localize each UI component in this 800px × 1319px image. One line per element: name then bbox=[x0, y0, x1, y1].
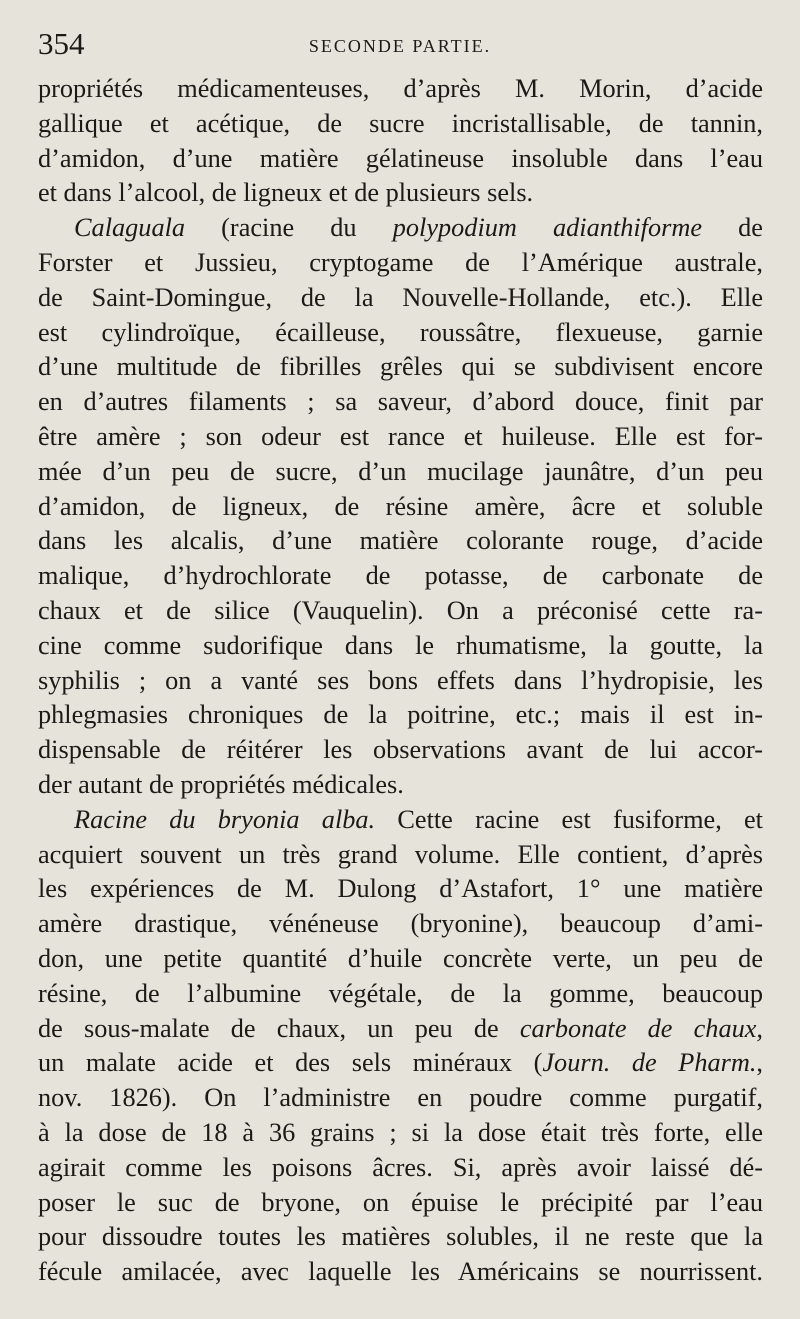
text-segment: amère drastique, vénéneuse (bryonine), beaucoup d’ami- bbox=[38, 909, 763, 939]
running-head: SECONDE PARTIE. bbox=[308, 36, 492, 56]
text-line bbox=[38, 455, 763, 490]
text-segment: agirait comme les poisons âcres. Si, après avoir laissé dé- bbox=[38, 1152, 763, 1182]
text-line bbox=[38, 559, 763, 594]
text-segment: Cette racine est fusiforme, et bbox=[375, 804, 763, 834]
text-segment: en d’autres filaments ; sa saveur, d’abord douce, finit par bbox=[38, 387, 763, 417]
text-line bbox=[38, 1186, 763, 1221]
text-line bbox=[38, 420, 763, 455]
text-segment: pour dissoudre toutes les matières solubles, il ne reste que la bbox=[38, 1222, 763, 1252]
text-line bbox=[38, 1255, 763, 1290]
text-line bbox=[38, 664, 763, 699]
text-segment: Forster et Jussieu, cryptogame de l’Amérique australe, bbox=[38, 247, 763, 277]
text-segment: mée d’un peu de sucre, d’un mucilage jaunâtre, d’un peu bbox=[38, 456, 763, 486]
text-line bbox=[38, 490, 763, 525]
text-segment: fécule amilacée, avec laquelle les Américains se nourrissent. bbox=[38, 1257, 763, 1287]
text-segment: cine comme sudorifique dans le rhumatisme, la goutte, la bbox=[38, 630, 763, 660]
text-line bbox=[38, 1081, 763, 1116]
text-line bbox=[38, 594, 763, 629]
text-line bbox=[38, 1116, 763, 1151]
text-line bbox=[38, 698, 763, 733]
text-line bbox=[38, 246, 763, 281]
text-segment: les expériences de M. Dulong d’Astafort, 1° une matière bbox=[38, 874, 763, 904]
text-line bbox=[38, 72, 763, 107]
text-segment: der autant de propriétés médicales. bbox=[38, 769, 404, 799]
italic-text-segment: carbonate de chaux, bbox=[519, 1013, 763, 1043]
text-line bbox=[38, 907, 763, 942]
text-line bbox=[38, 838, 763, 873]
text-line bbox=[38, 142, 763, 177]
text-line bbox=[38, 316, 763, 351]
body-text bbox=[38, 72, 763, 1290]
text-segment: phlegmasies chroniques de la poitrine, etc.; mais il est in- bbox=[38, 700, 763, 730]
text-line bbox=[38, 803, 763, 838]
text-line bbox=[38, 629, 763, 664]
text-line bbox=[38, 281, 763, 316]
text-segment: syphilis ; on a vanté ses bons effets dans l’hydropisie, les bbox=[38, 665, 763, 695]
text-segment: résine, de l’albumine végétale, de la gomme, beaucoup bbox=[38, 978, 763, 1008]
text-segment: , bbox=[756, 1048, 763, 1078]
text-segment: nov. 1826). On l’administre en poudre comme purgatif, bbox=[38, 1083, 763, 1113]
text-segment: un malate acide et des sels minéraux ( bbox=[38, 1048, 543, 1078]
italic-text-segment: polypodium adianthiforme bbox=[392, 213, 703, 243]
text-segment: d’amidon, d’une matière gélatineuse insoluble dans l’eau bbox=[38, 143, 763, 173]
text-line bbox=[38, 350, 763, 385]
text-segment: d’une multitude de fibrilles grêles qui se subdivisent encore bbox=[38, 352, 763, 382]
text-segment: dispensable de réitérer les observations avant de lui accor- bbox=[38, 735, 763, 765]
text-segment: est cylindroïque, écailleuse, roussâtre, flexueuse, garnie bbox=[38, 317, 763, 347]
text-line bbox=[38, 385, 763, 420]
text-segment: malique, d’hydrochlorate de potasse, de carbonate de bbox=[38, 561, 763, 591]
text-segment: poser le suc de bryone, on épuise le précipité par l’eau bbox=[38, 1187, 763, 1217]
page-header bbox=[38, 26, 762, 66]
text-line bbox=[38, 1151, 763, 1186]
text-segment: gallique et acétique, de sucre incristallisable, de tannin, bbox=[38, 108, 763, 138]
text-line bbox=[38, 872, 763, 907]
text-line bbox=[38, 1046, 763, 1081]
text-segment: propriétés médicamenteuses, d’après M. Morin, d’acide bbox=[38, 74, 763, 103]
text-line bbox=[38, 1220, 763, 1255]
text-segment: acquiert souvent un très grand volume. Elle contient, d’après bbox=[38, 839, 763, 869]
text-segment: et dans l’alcool, de ligneux et de plusieurs sels. bbox=[38, 178, 534, 208]
text-segment: d’amidon, de ligneux, de résine amère, âcre et soluble bbox=[38, 491, 763, 521]
text-segment: dans les alcalis, d’une matière colorante rouge, d’acide bbox=[38, 526, 763, 556]
italic-text-segment: Journ. de Pharm. bbox=[542, 1048, 757, 1078]
text-segment: (racine du bbox=[185, 213, 393, 243]
italic-text-segment: Racine du bryonia alba. bbox=[74, 804, 376, 834]
text-line bbox=[38, 768, 763, 803]
text-line bbox=[38, 1012, 763, 1047]
text-segment: de Saint-Domingue, de la Nouvelle-Hollande, etc.). Elle bbox=[38, 282, 763, 312]
text-line bbox=[38, 176, 763, 211]
text-line bbox=[38, 942, 763, 977]
text-segment: de sous-malate de chaux, un peu de bbox=[38, 1013, 520, 1043]
text-line bbox=[38, 524, 763, 559]
page-number: 354 bbox=[38, 26, 85, 61]
text-line bbox=[38, 977, 763, 1012]
italic-text-segment: Calaguala bbox=[74, 213, 186, 243]
text-segment: de bbox=[702, 213, 763, 243]
text-line bbox=[38, 733, 763, 768]
text-segment: chaux et de silice (Vauquelin). On a préconisé cette ra- bbox=[38, 595, 763, 625]
text-segment: don, une petite quantité d’huile concrète verte, un peu de bbox=[38, 943, 763, 973]
text-line bbox=[38, 211, 763, 246]
text-segment: être amère ; son odeur est rance et huileuse. Elle est for- bbox=[38, 421, 763, 451]
text-line bbox=[38, 107, 763, 142]
text-segment: à la dose de 18 à 36 grains ; si la dose était très forte, elle bbox=[38, 1117, 763, 1147]
